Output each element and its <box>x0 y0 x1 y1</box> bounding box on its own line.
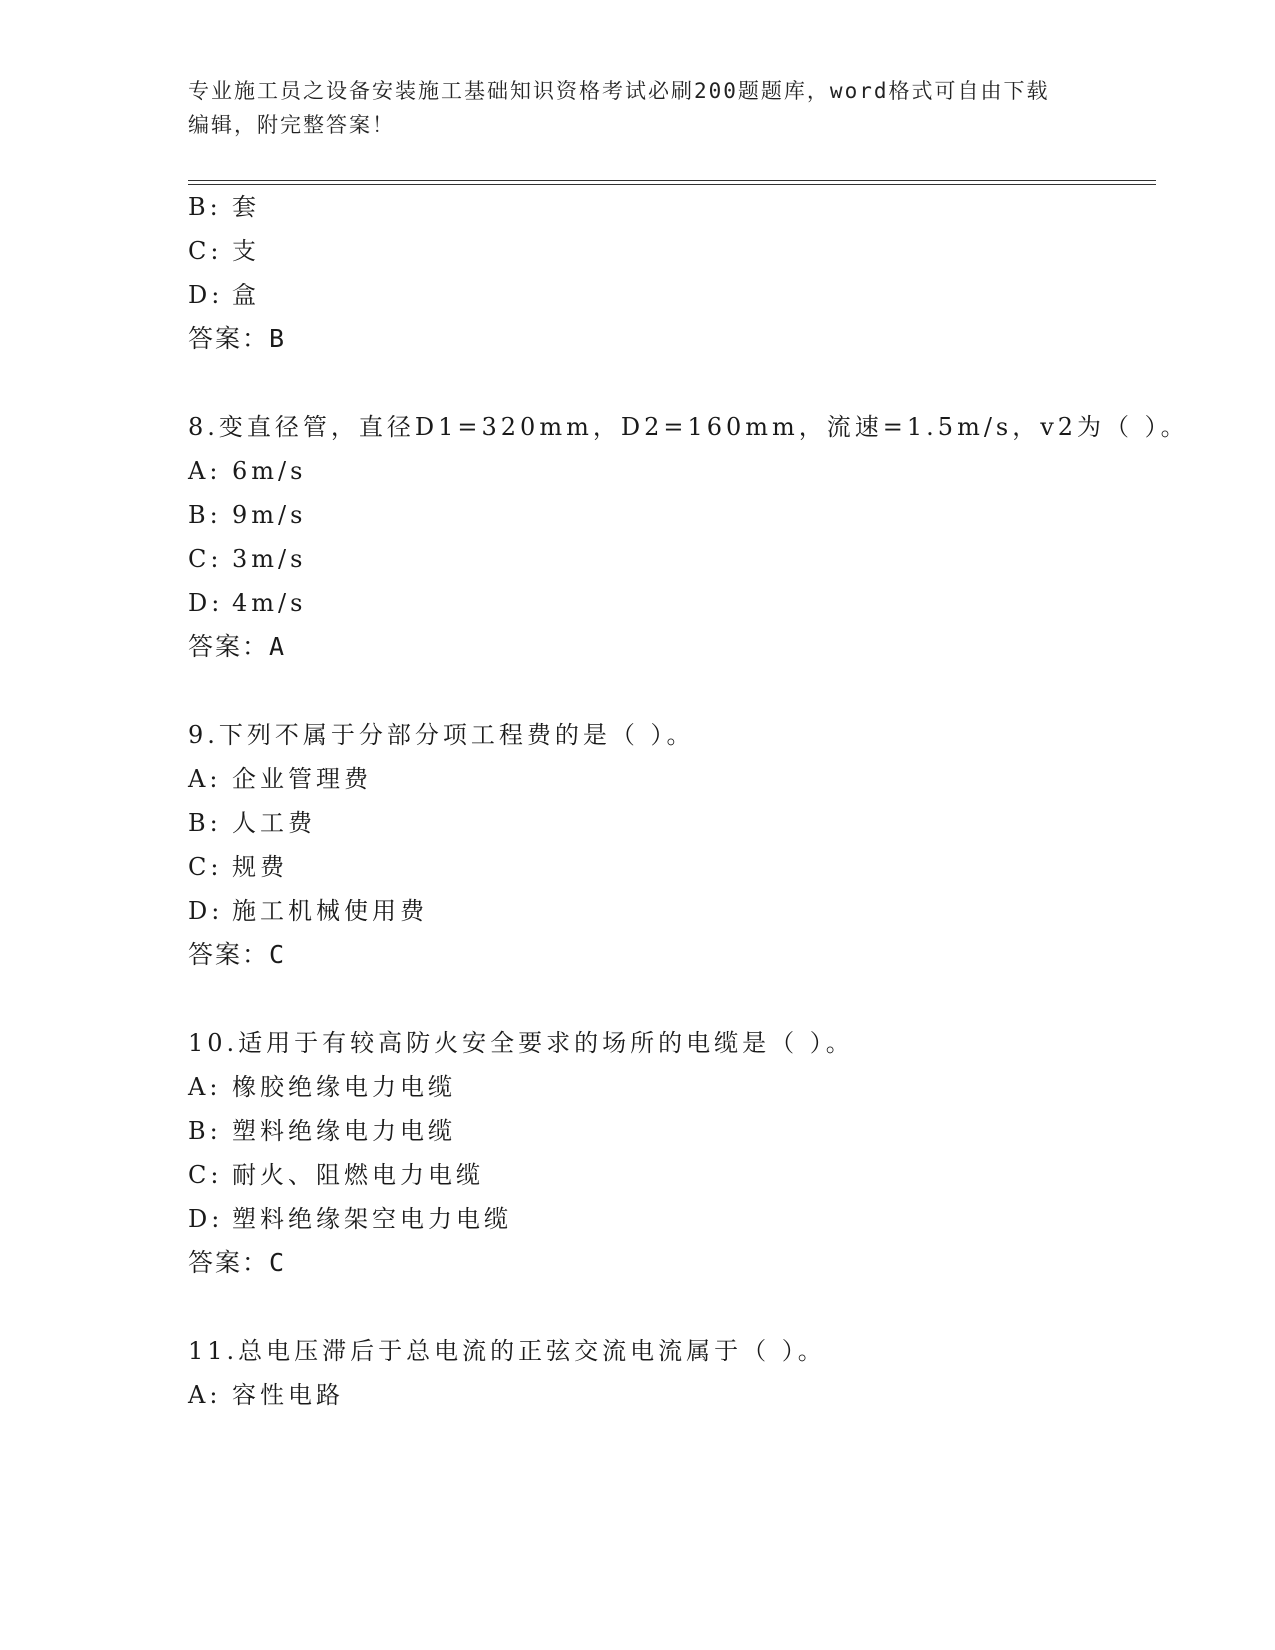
option-key: D: <box>188 1205 224 1233</box>
option-line <box>188 1160 484 1190</box>
option-key: D: <box>188 897 224 925</box>
option-text: 规费 <box>232 853 288 881</box>
option-line <box>188 500 306 530</box>
option-text: 4m/s <box>232 589 307 617</box>
answer-line: 答案：B <box>188 324 287 353</box>
option-line <box>188 1380 344 1410</box>
option-key: A: <box>188 765 222 793</box>
document-title: 专业施工员之设备安装施工基础知识资格考试必刷200题题库，word格式可自由下载编辑，附完整答案！ <box>188 79 1050 137</box>
option-key: A: <box>188 1381 222 1409</box>
question-stem: 11.总电压滞后于总电流的正弦交流电流属于（ ）。 <box>188 1337 826 1365</box>
option-text: 橡胶绝缘电力电缆 <box>232 1073 456 1101</box>
option-key: B: <box>188 1117 222 1145</box>
option-line <box>188 896 428 926</box>
option-key: C: <box>188 237 223 265</box>
option-text: 耐火、阻燃电力电缆 <box>232 1161 484 1189</box>
option-key: B: <box>188 809 222 837</box>
option-text: 企业管理费 <box>232 765 372 793</box>
option-key: C: <box>188 853 223 881</box>
option-line <box>188 1116 456 1146</box>
option-key: C: <box>188 545 223 573</box>
option-text: 6m/s <box>232 457 307 485</box>
question-stem: 8.变直径管，直径D1=320mm，D2=160mm，流速=1.5m/s，v2为（ ）。 <box>188 413 1189 441</box>
option-text: 套 <box>232 193 260 221</box>
option-line <box>188 280 260 310</box>
option-line <box>188 192 260 222</box>
option-text: 容性电路 <box>232 1381 344 1409</box>
option-line <box>188 1204 512 1234</box>
option-key: D: <box>188 589 224 617</box>
option-line <box>188 852 288 882</box>
option-line <box>188 764 372 794</box>
option-text: 支 <box>232 237 260 265</box>
option-text: 施工机械使用费 <box>232 897 428 925</box>
option-text: 塑料绝缘电力电缆 <box>232 1117 456 1145</box>
question-stem: 10.适用于有较高防火安全要求的场所的电缆是（ ）。 <box>188 1029 854 1057</box>
option-line <box>188 544 306 574</box>
option-line <box>188 808 316 838</box>
option-line <box>188 588 306 618</box>
option-line <box>188 456 306 486</box>
option-key: A: <box>188 1073 222 1101</box>
option-key: D: <box>188 281 224 309</box>
option-key: B: <box>188 193 222 221</box>
option-text: 人工费 <box>232 809 316 837</box>
answer-line: 答案：C <box>188 940 287 969</box>
option-text: 9m/s <box>232 501 307 529</box>
answer-line: 答案：A <box>188 632 287 661</box>
header-divider-top <box>188 180 1156 181</box>
answer-line: 答案：C <box>188 1248 287 1277</box>
option-text: 盒 <box>232 281 260 309</box>
option-line <box>188 1072 456 1102</box>
option-text: 3m/s <box>232 545 307 573</box>
option-key: C: <box>188 1161 223 1189</box>
header-divider-bottom <box>188 184 1156 185</box>
option-line <box>188 236 260 266</box>
option-key: B: <box>188 501 222 529</box>
option-key: A: <box>188 457 222 485</box>
question-stem: 9.下列不属于分部分项工程费的是（ ）。 <box>188 721 695 749</box>
option-text: 塑料绝缘架空电力电缆 <box>232 1205 512 1233</box>
